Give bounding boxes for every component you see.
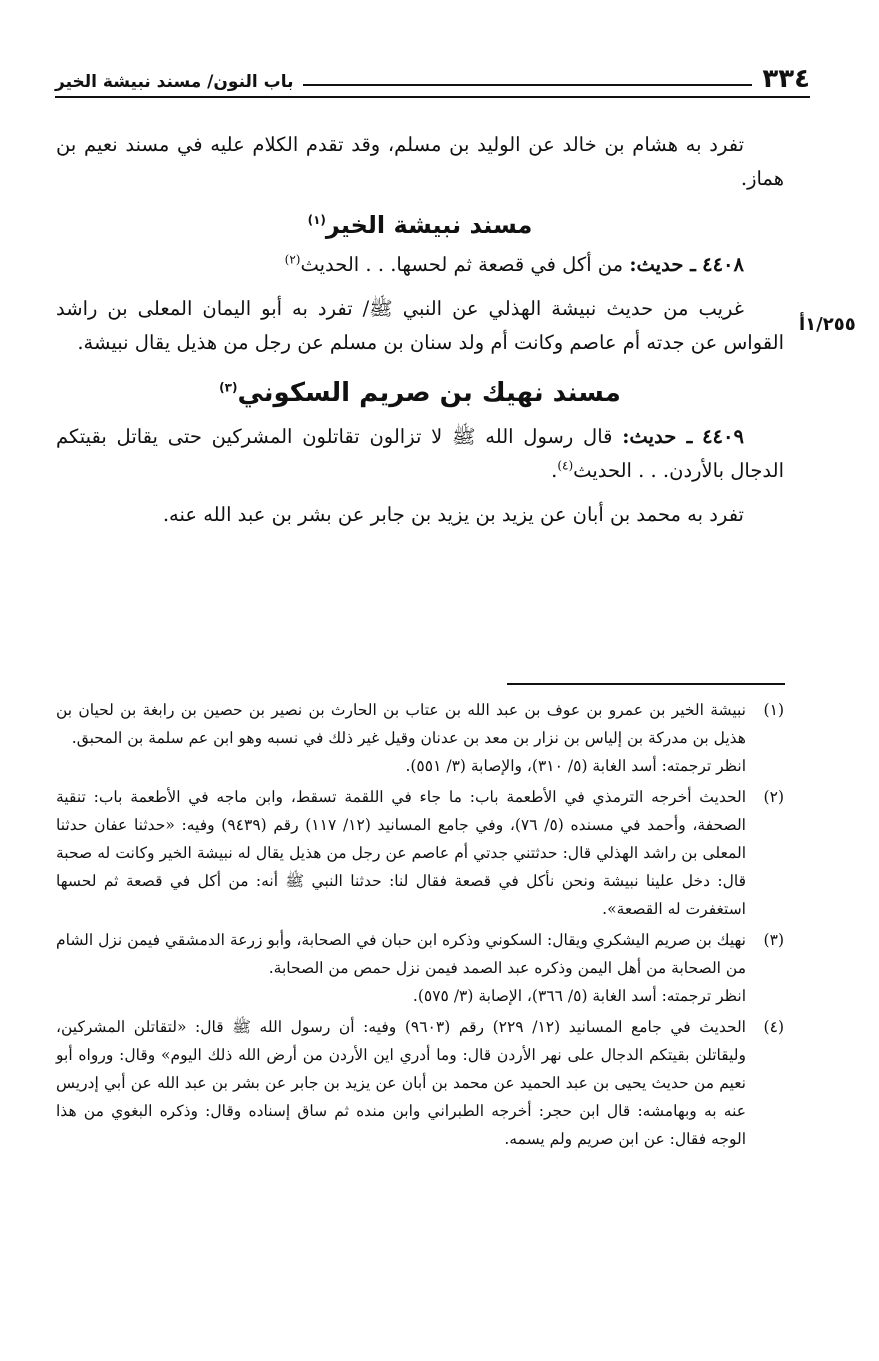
footnote-text: نهيك بن صريم اليشكري ويقال: السكوني وذكره ابن حبان في الصحابة، وأبو زرعة الدمشقي فيمن نزل الشام من الصحابة من أهل اليمن وذكره عبد الصمد فيمن نزل حمص من الصحابة.: [56, 931, 746, 977]
footnote-number: (١): [763, 701, 784, 719]
main-text: [56, 128, 784, 532]
footnote-number: (٣): [763, 931, 784, 949]
header-rule: [303, 84, 752, 86]
header-divider: [55, 96, 810, 98]
footnote-text: الحديث أخرجه الترمذي في الأطعمة باب: ما جاء في اللقمة تسقط، وابن ماجه في الأطعمة باب: تنقية الصحفة، وأحمد في مسنده (٥/ ٧٦)، وفي جامع المسانيد (١٢/ ١١٧) رقم (٩٤٣٩) وفيه: «حدثنا عفان حدثنا المعلى بن راشد الهذلي قال: حدثتني جدتي أم عاصم عن رجل من هذيل يقال له نبيشة الخير وكانت له صحبة قال: دخل علينا نبيشة ونحن نأكل في قصعة فقال لنا: حدثنا النبي ﷺ أنه: من أكل في قصعة ثم لحسها استغفرت له القصعة».: [56, 788, 746, 918]
footnote-number: (٤): [763, 1018, 784, 1036]
hadith-text: قال رسول الله ﷺ لا تزالون تقاتلون المشركين حتى يقاتل بقيتكم الدجال بالأردن. . . الحديث: [56, 425, 784, 482]
footnote-ref: (٣): [219, 380, 238, 395]
hadith-label: ـ حديث:: [622, 425, 693, 448]
hadith-4409: [56, 420, 784, 488]
footnote-number: (٢): [763, 788, 784, 806]
hadith-text: من أكل في قصعة ثم لحسها. . . الحديث: [300, 253, 624, 276]
footnote-text: انظر ترجمته: أسد الغابة (٥/ ٣٦٦)، الإصابة (٣/ ٥٧٥).: [412, 987, 746, 1005]
hadith-number: ٤٤٠٩: [702, 425, 744, 448]
hadith-number: ٤٤٠٨: [702, 253, 744, 276]
footnote-1: [56, 696, 784, 780]
section-title-nubaysha: [56, 204, 784, 246]
footnote-3: [56, 926, 784, 1010]
hadith-4408: [56, 248, 784, 282]
hadith-end: .: [551, 459, 558, 482]
commentary-paragraph: تفرد به محمد بن أبان عن يزيد بن يزيد بن جابر عن بشر بن عبد الله عنه.: [162, 503, 744, 526]
footnote-text: انظر ترجمته: أسد الغابة (٥/ ٣١٠)، والإصابة (٣/ ٥٥١).: [405, 757, 746, 775]
commentary-paragraph: غريب من حديث نبيشة الهذلي عن النبي ﷺ/ تفرد به أبو اليمان المعلى بن راشد القواس عن جدته أم عاصم وكانت أم ولد سنان بن مسلم عن رجل من هذيل يقال نبيشة.: [56, 297, 784, 354]
footnotes: [56, 696, 784, 1156]
footnote-text: نبيشة الخير بن عمرو بن عوف بن عبد الله بن عتاب بن الحارث بن نصير بن حصين بن رابغة بن لحيان بن هذيل بن مدركة بن إلياس بن نزار بن معد بن عدنان وقيل غير ذلك في نسبه وهو ابن عم سلمة بن المحبق.: [56, 701, 746, 747]
hadith-label: ـ حديث:: [629, 253, 696, 276]
section-title-text: مسند نبيشة الخير: [325, 211, 533, 239]
section-title-text: مسند نهيك بن صريم السكوني: [237, 378, 621, 408]
intro-paragraph: تفرد به هشام بن خالد عن الوليد بن مسلم، وقد تقدم الكلام عليه في مسند نعيم بن هماز.: [56, 133, 784, 190]
running-header: [55, 58, 810, 94]
footnote-separator: [507, 683, 785, 685]
footnote-ref: (٢): [284, 252, 301, 267]
header-title: باب النون/ مسند نبيشة الخير: [55, 72, 294, 92]
section-title-nuhayk: [56, 372, 784, 414]
footnote-ref: (١): [307, 213, 326, 227]
page-number: ٣٣٤: [762, 64, 810, 94]
manuscript-folio-note: ١/٢٥٥أ: [799, 314, 856, 335]
footnote-text: الحديث في جامع المسانيد (١٢/ ٢٢٩) رقم (٩٦٠٣) وفيه: أن رسول الله ﷺ قال: «لتقاتلن المشركين، وليقاتلن بقيتكم الدجال على نهر الأردن قال: وما أدري اين الأردن من أرض الله ذلك اليوم» وقال: ورواه أبو نعيم من حديث يحيى بن عبد الحميد عن محمد بن أبان عن يزيد بن جابر عن بشر بن عبد الله عن أبي إدريس عنه به وبهامشه: قال ابن حجر: أخرجه الطبراني وابن منده ثم ساق إسناده وقال: وذكره البغوي من هذا الوجه فقال: عن ابن صريم ولم يسمه.: [56, 1018, 746, 1148]
footnote-ref: (٤): [557, 458, 574, 473]
footnote-4: [56, 1013, 784, 1153]
footnote-2: [56, 783, 784, 923]
